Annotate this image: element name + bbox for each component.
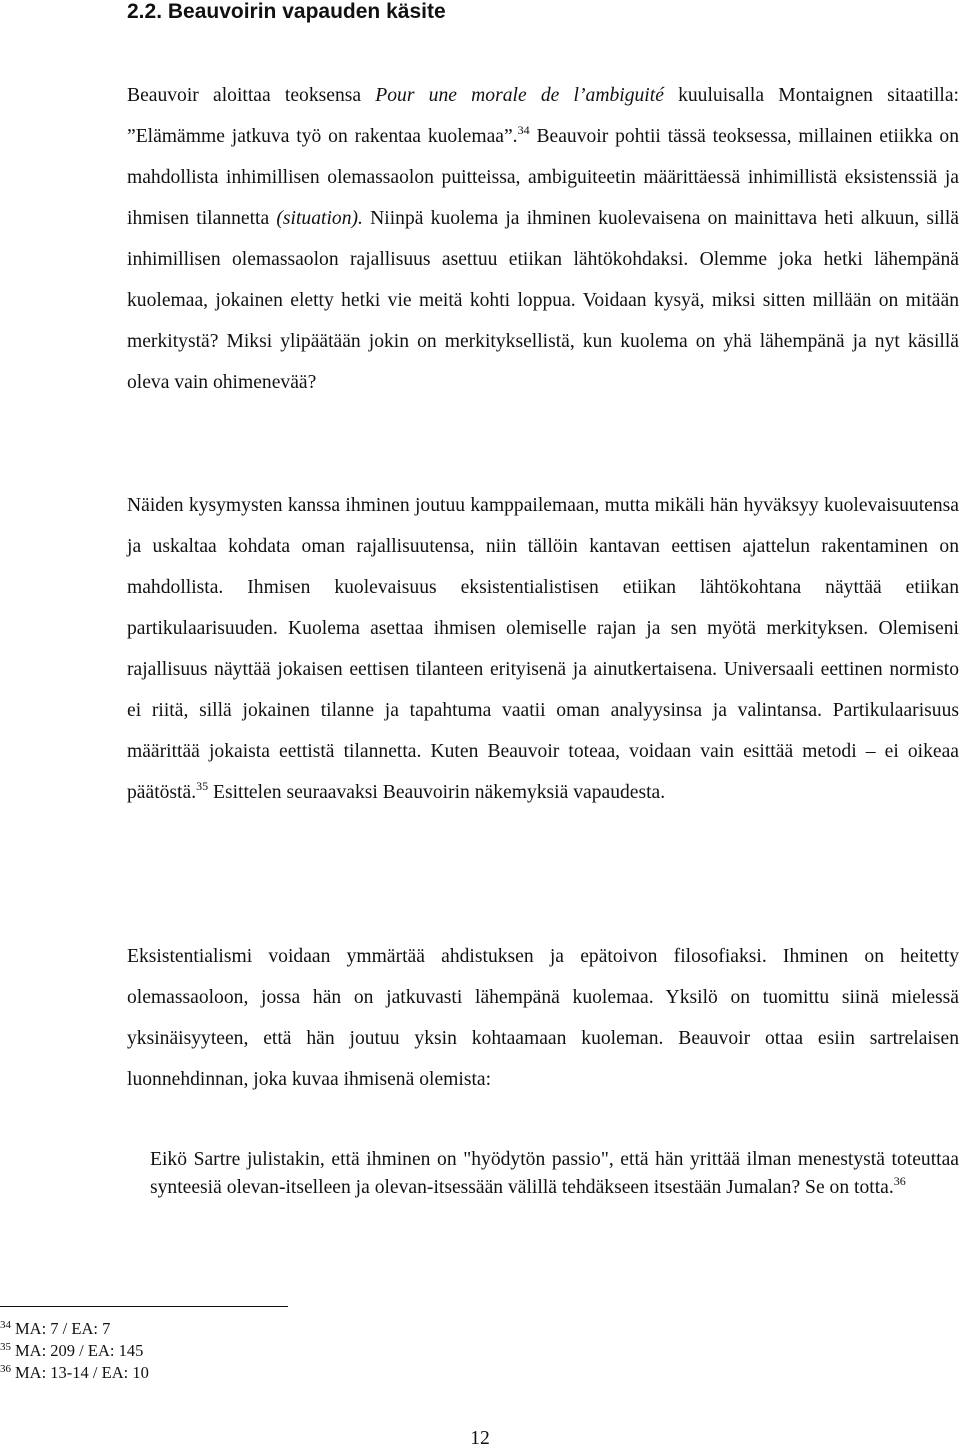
page-number: 12 xyxy=(470,1428,490,1449)
footnote-34: $^{34}$ MA: 7 / EA: 7 xyxy=(0,1319,111,1338)
footnote-ref-36[interactable]: 36 xyxy=(893,1174,906,1188)
paragraph-1: Beauvoir aloittaa teoksensa Pour une morale de l’ambiguité kuuluisalla Montaignen sitaatilla: ”Elämämme jatkuva työ on rakentaa kuolemaa”.$^{34}$ Beauvoir pohtii tässä teoksessa, millainen etiikka on mahdollista inhimillisen olemassaolon puitteissa, ambiguiteetin määrittäessä inhimillistä eksistenssiä ja ihmisen tilannetta (situation). Niinpä kuolema ja ihminen kuolevaisena on mainittava heti alkuun, sillä inhimillisen olemassaolon rajallisuus asettuu etiikan lähtökohdaksi. Olemme joka hetki lähempänä kuolemaa, jokainen eletty hetki vie meitä kohti loppua. Voidaan kysyä, miksi sitten millään on mitään merkitystä? Miksi ylipäätään jokin on merkityksellistä, kun kuolema on yhä lähempänä ja nyt käsillä oleva vain ohimenevää? xyxy=(127,85,959,393)
footnote-divider xyxy=(0,1306,288,1307)
footnote-ref-35[interactable]: 35 xyxy=(196,779,209,793)
block-quote: Eikö Sartre julistakin, että ihminen on "hyödytön passio", että hän yrittää ilman menestystä toteuttaa synteesiä olevan-itselleen ja olevan-itsessään välillä tehdäkseen itsestään Jumalan? Se on totta.$^{36}$ xyxy=(150,1149,959,1198)
term-situation: (situation). xyxy=(276,208,363,229)
section-heading: 2.2. Beauvoirin vapauden käsite xyxy=(127,0,446,23)
footnote-36: $^{36}$ MA: 13-14 / EA: 10 xyxy=(0,1363,149,1382)
footnote-ref-34[interactable]: 34 xyxy=(517,123,530,137)
paragraph-3: Eksistentialismi voidaan ymmärtää ahdistuksen ja epätoivon filosofiaksi. Ihminen on heitetty olemassaoloon, jossa hän on jatkuvasti lähempänä kuolemaa. Yksilö on tuomittu siinä mielessä yksinäisyyteen, että hän joutuu yksin kohtaamaan kuoleman. Beauvoir ottaa esiin sartrelaisen luonnehdinnan, joka kuvaa ihmisenä olemista: xyxy=(127,946,959,1090)
paragraph-2: Näiden kysymysten kanssa ihminen joutuu kamppailemaan, mutta mikäli hän hyväksyy kuolevaisuutensa ja uskaltaa kohdata oman rajallisuutensa, niin tällöin kantavan eettisen ajattelun rakentaminen on mahdollista. Ihmisen kuolevaisuus eksistentialistisen etiikan lähtökohtana näyttää etiikan partikulaarisuuden. Kuolema asettaa ihmisen olemiselle rajan ja sen myötä merkityksen. Olemiseni rajallisuus näyttää jokaisen eettisen tilanteen erityisenä ja ainutkertaisena. Universaali eettinen normisto ei riitä, sillä jokainen tilanne ja tapahtuma vaatii oman analyysinsa ja valintansa. Partikulaarisuus määrittää jokaista eettistä tilannetta. Kuten Beauvoir toteaa, voidaan vain esittää metodi – ei oikeaa päätöstä.$^{35}$ Esittelen seuraavaksi Beauvoirin näkemyksiä vapaudesta. xyxy=(127,495,959,803)
book-title: Pour une morale de l’ambiguité xyxy=(375,85,664,106)
footnote-35: $^{35}$ MA: 209 / EA: 145 xyxy=(0,1341,144,1360)
footnotes xyxy=(0,1318,149,1384)
